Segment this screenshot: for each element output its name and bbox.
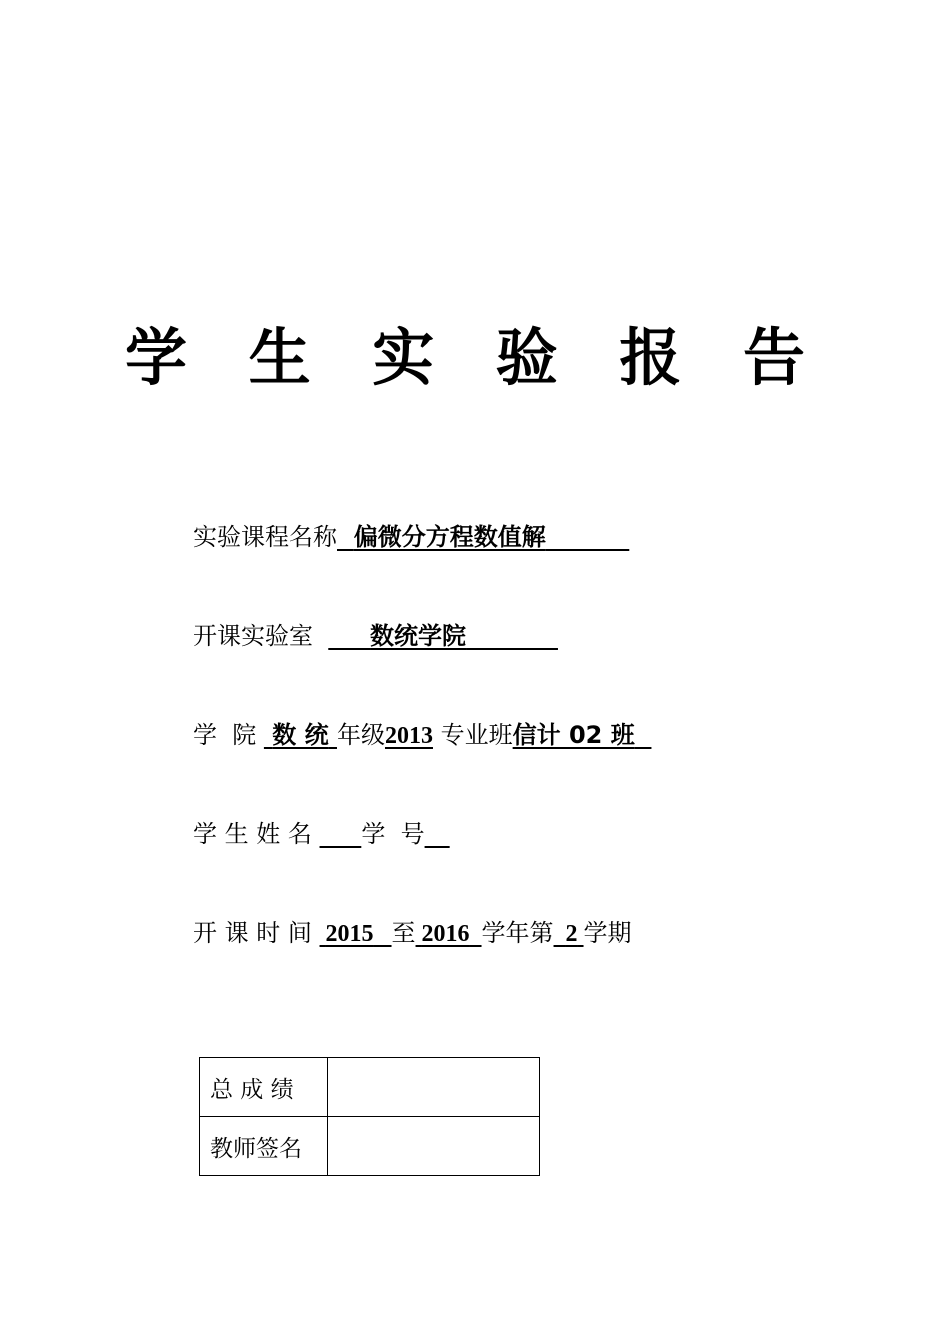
student-name-label: 学 生 姓 名 xyxy=(193,820,312,848)
term-start-year: 2015 xyxy=(325,921,374,947)
table-row xyxy=(200,1058,540,1117)
grade-table xyxy=(199,1057,540,1176)
term-year-label: 学年第 xyxy=(481,919,554,947)
term-label: 开 课 时 间 xyxy=(193,919,312,947)
lab-value: 数统学院 xyxy=(370,622,467,650)
lab-line xyxy=(193,619,558,653)
grade-label: 年级 xyxy=(336,721,385,749)
college-value: 数 统 xyxy=(272,721,329,749)
student-id-label: 学 号 xyxy=(361,820,425,848)
term-end-year: 2016 xyxy=(421,921,470,947)
college-line xyxy=(193,718,651,753)
total-grade-value[interactable] xyxy=(328,1058,540,1117)
term-semester-label: 学期 xyxy=(583,919,632,947)
term-line xyxy=(193,916,632,951)
student-line xyxy=(193,817,450,851)
term-semester: 2 xyxy=(565,921,578,947)
teacher-signature-value[interactable] xyxy=(328,1117,540,1176)
major-label: 专业班 xyxy=(440,721,513,749)
course-name-label: 实验课程名称 xyxy=(193,523,337,551)
teacher-signature-label: 教师签名 xyxy=(200,1117,328,1176)
student-name-value xyxy=(320,820,362,848)
college-label: 学 院 xyxy=(193,721,257,749)
student-id-value xyxy=(425,820,450,848)
grade-value: 2013 xyxy=(384,723,433,749)
lab-label: 开课实验室 xyxy=(193,622,313,650)
major-value: 信计 02 班 xyxy=(512,721,635,749)
course-name-line xyxy=(193,520,629,554)
table-row xyxy=(200,1117,540,1176)
term-to-label: 至 xyxy=(391,919,416,947)
course-name-value: 偏微分方程数值解 xyxy=(353,523,546,551)
total-grade-label: 总 成 绩 xyxy=(200,1058,328,1117)
page-title: 学 生 实 验 报 告 xyxy=(125,321,825,394)
